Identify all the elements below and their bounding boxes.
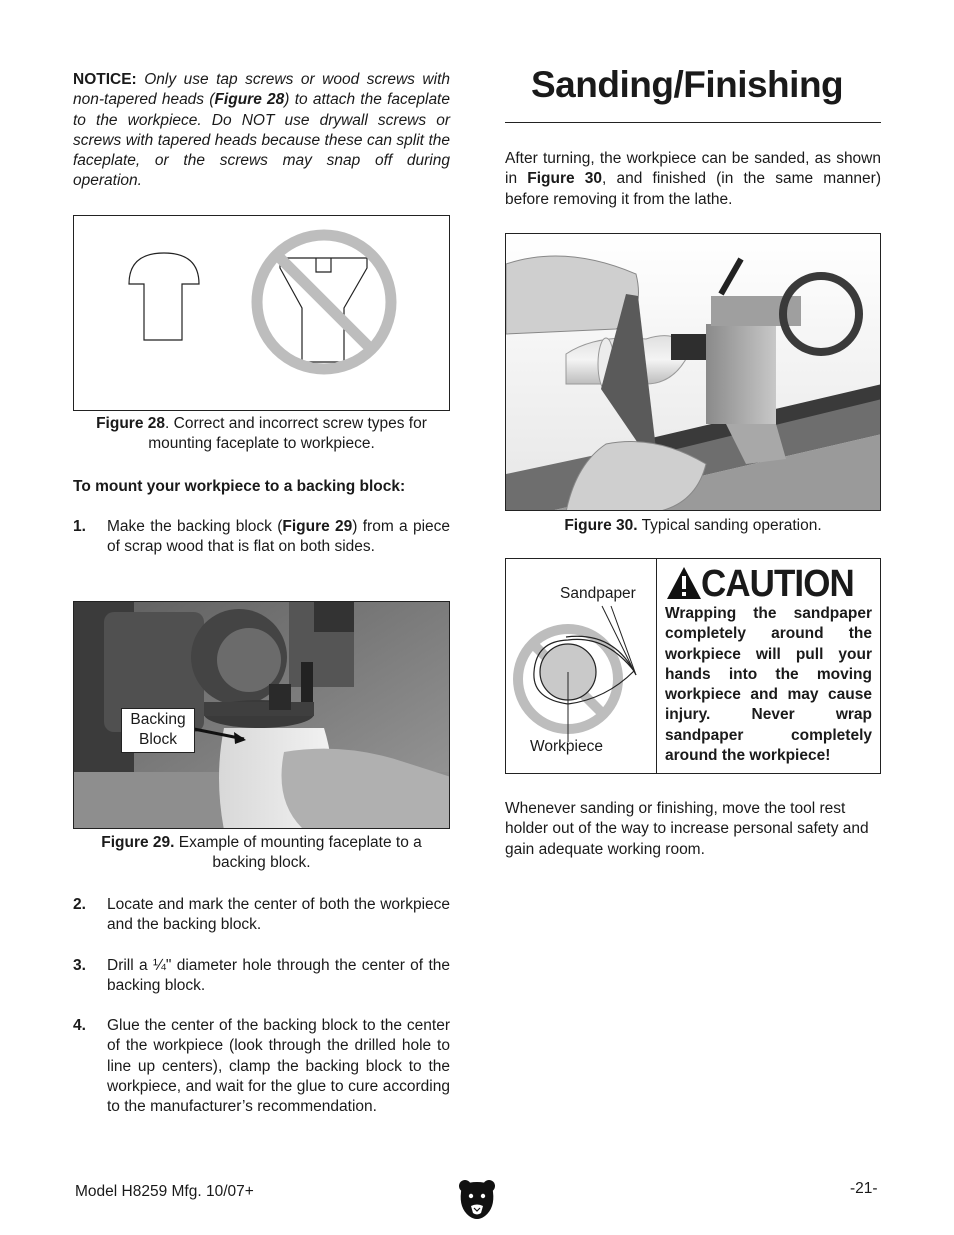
figure-30-photo bbox=[505, 233, 881, 511]
workpiece-label: Workpiece bbox=[530, 738, 603, 755]
caution-divider bbox=[656, 559, 657, 773]
step-2-text: Locate and mark the center of both the workpiece and the backing block. bbox=[107, 896, 450, 934]
round-head-screw-icon bbox=[129, 253, 199, 340]
figure-28-caption-text: . Correct and incorrect screw types for mounting faceplate to workpiece. bbox=[148, 415, 427, 453]
figure-29-caption-text: Example of mounting faceplate to a backing block. bbox=[174, 834, 422, 872]
notice-figure-ref: Figure 28 bbox=[214, 91, 285, 109]
backing-block-callout-text: Backing Block bbox=[130, 711, 186, 749]
backing-block-callout bbox=[121, 708, 195, 753]
tapered-screw-prohibited-icon bbox=[257, 235, 391, 369]
figure-29-photo bbox=[73, 601, 450, 829]
step-4-text: Glue the center of the backing block to the center of the workpiece (look through the drilled hole to line up centers), clamp the backing block to the workpiece, and wait for the glue to cure according to the manufacturer’s recommendation. bbox=[107, 1017, 450, 1116]
figure-29-caption bbox=[73, 833, 450, 874]
figure-28-label: Figure 28 bbox=[96, 415, 166, 432]
title-rule bbox=[505, 122, 881, 123]
figure-28-caption bbox=[73, 414, 450, 455]
bear-logo-icon bbox=[457, 1178, 497, 1222]
figure-29-label: Figure 29. bbox=[101, 834, 175, 851]
step-1 bbox=[73, 517, 450, 558]
notice-text-1: Only use tap screws or wood screws with non-tapered heads ( bbox=[73, 71, 450, 109]
caution-heading: CAUTION bbox=[701, 563, 854, 605]
footer-page-number: -21- bbox=[850, 1180, 878, 1197]
step-1-figure-ref: Figure 29 bbox=[282, 518, 353, 535]
step-2 bbox=[73, 895, 450, 936]
closing-paragraph: Whenever sanding or finishing, move the tool rest holder out of the way to increase personal safety and gain adequate working room. bbox=[505, 800, 869, 858]
step-1-text-1: Make the backing block ( bbox=[107, 518, 283, 535]
intro-text-1: After turning, the workpiece can be sanded, as shown in bbox=[505, 150, 881, 188]
intro-figure-ref: Figure 30 bbox=[527, 170, 603, 188]
notice-label: NOTICE: bbox=[73, 71, 137, 88]
step-3-text: Drill a ¼" diameter hole through the center of the backing block. bbox=[107, 957, 450, 995]
step-2-number: 2. bbox=[73, 896, 86, 913]
sanding-operation-photo bbox=[506, 234, 881, 511]
backing-block-heading: To mount your workpiece to a backing block: bbox=[73, 478, 406, 495]
step-4-number: 4. bbox=[73, 1017, 86, 1034]
step-1-number: 1. bbox=[73, 518, 86, 535]
notice-paragraph bbox=[73, 70, 450, 192]
caution-message: Wrapping the sandpaper completely around the workpiece will pull your hands into the moving workpiece and may cause injury. Never wrap sandpaper completely around the workpiece! bbox=[665, 605, 872, 765]
step-3-number: 3. bbox=[73, 957, 86, 974]
screw-types-illustration bbox=[74, 216, 450, 411]
step-3 bbox=[73, 956, 450, 997]
figure-30-caption bbox=[505, 516, 881, 536]
sandpaper-label: Sandpaper bbox=[560, 585, 636, 602]
intro-paragraph bbox=[505, 149, 881, 210]
caution-box bbox=[505, 558, 881, 774]
figure-30-label: Figure 30. bbox=[564, 517, 638, 534]
notice-text-2: ) to attach the faceplate to the workpiece. Do NOT use drywall screws or screws with tapered heads because these can split the faceplate, or the screws may snap off during operation. bbox=[73, 91, 450, 190]
intro-text-2: , and finished (in the same manner) before removing it from the lathe. bbox=[505, 170, 881, 208]
footer-model: Model H8259 Mfg. 10/07+ bbox=[75, 1183, 254, 1200]
section-title: Sanding/Finishing bbox=[531, 64, 844, 105]
step-1-text-2: ) from a piece of scrap wood that is flat on both sides. bbox=[107, 518, 450, 556]
figure-30-caption-text: Typical sanding operation. bbox=[637, 517, 822, 534]
step-4 bbox=[73, 1016, 450, 1117]
warning-triangle-icon bbox=[666, 566, 702, 600]
figure-28-image bbox=[73, 215, 450, 411]
